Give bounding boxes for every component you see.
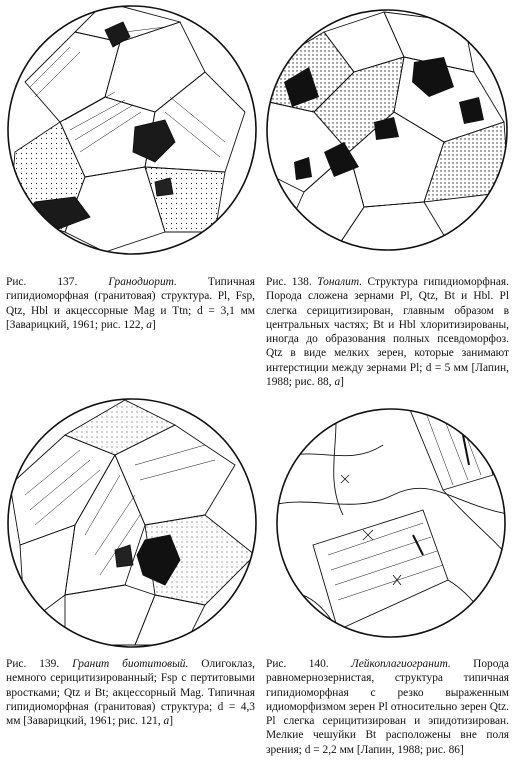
figure-number: Рис. 139. — [6, 658, 60, 670]
caption-text: Структура гипидиоморфная. Порода сложена зернами Pl, Qtz, Bt и Hbl. Pl слегка серицитизирован, главным образом в центральных частях; Bt и Hbl хлоритизированы, иногда до образования полных псевдоморфоз. Qtz в виде мелких зерен, которые занимают интерстиции между зернами Pl; d = 5 мм [Лапин, 1988; рис. 88, — [266, 276, 509, 389]
figure-caption-137 — [6, 275, 255, 332]
figure-number: Рис. 137. — [6, 276, 78, 288]
rock-name: Гранит биотитовый. — [72, 658, 189, 670]
thin-section-figure-139 — [5, 395, 259, 651]
figure-number: Рис. 138. — [266, 276, 312, 288]
caption-tail: а — [146, 318, 152, 331]
thin-section-figure-140 — [273, 395, 513, 651]
rock-name: Гранодиорит. — [108, 276, 177, 288]
micrograph-137 — [5, 2, 259, 258]
thin-section-figure-137 — [5, 2, 259, 258]
micrograph-138 — [264, 2, 510, 258]
caption-end: ] — [151, 318, 156, 331]
caption-end: ] — [340, 376, 344, 389]
caption-text: Типичная гипидиоморфная (гранитовая) структура. Pl, Fsp, Qtz, Hbl и акцессорные Mag и Ttn; d = 3,1 мм [Заварицкий, 1961; рис. 122, — [6, 276, 255, 331]
caption-end: ] — [169, 715, 174, 728]
rock-name: Лейкоплагиогранит. — [351, 658, 451, 670]
caption-text: Олигоклаз, немного серицитизированный; Fsp с пертитовыми вростками; Qtz и Bt; акцессорный Mag. Типичная гипидиоморфная (гранитовая) структура; d = 4,3 мм [Заварицкий, 1961; рис. 121, — [6, 658, 255, 728]
figure-caption-139 — [6, 657, 255, 728]
thin-section-figure-138 — [264, 2, 510, 258]
figure-number: Рис. 140. — [266, 658, 329, 670]
caption-text: Порода равномернозернистая, структура типичная гипидиоморфная с резко выраженным идиоморфизмом зерен Pl относительно зерен Qtz. Pl слегка серицитизирован и эпидотизирован. Мелкие чешуйки Bt расположены вне поля зрения; d = 2,2 мм [Лапин, 1988; рис. 86] — [266, 658, 509, 756]
figure-caption-138 — [266, 275, 509, 389]
micrograph-139 — [5, 395, 259, 651]
rock-name: Тоналит. — [317, 276, 363, 288]
caption-tail: а — [163, 715, 170, 728]
figure-caption-140 — [266, 657, 509, 757]
caption-tail: а — [334, 376, 341, 389]
micrograph-140 — [273, 395, 513, 651]
